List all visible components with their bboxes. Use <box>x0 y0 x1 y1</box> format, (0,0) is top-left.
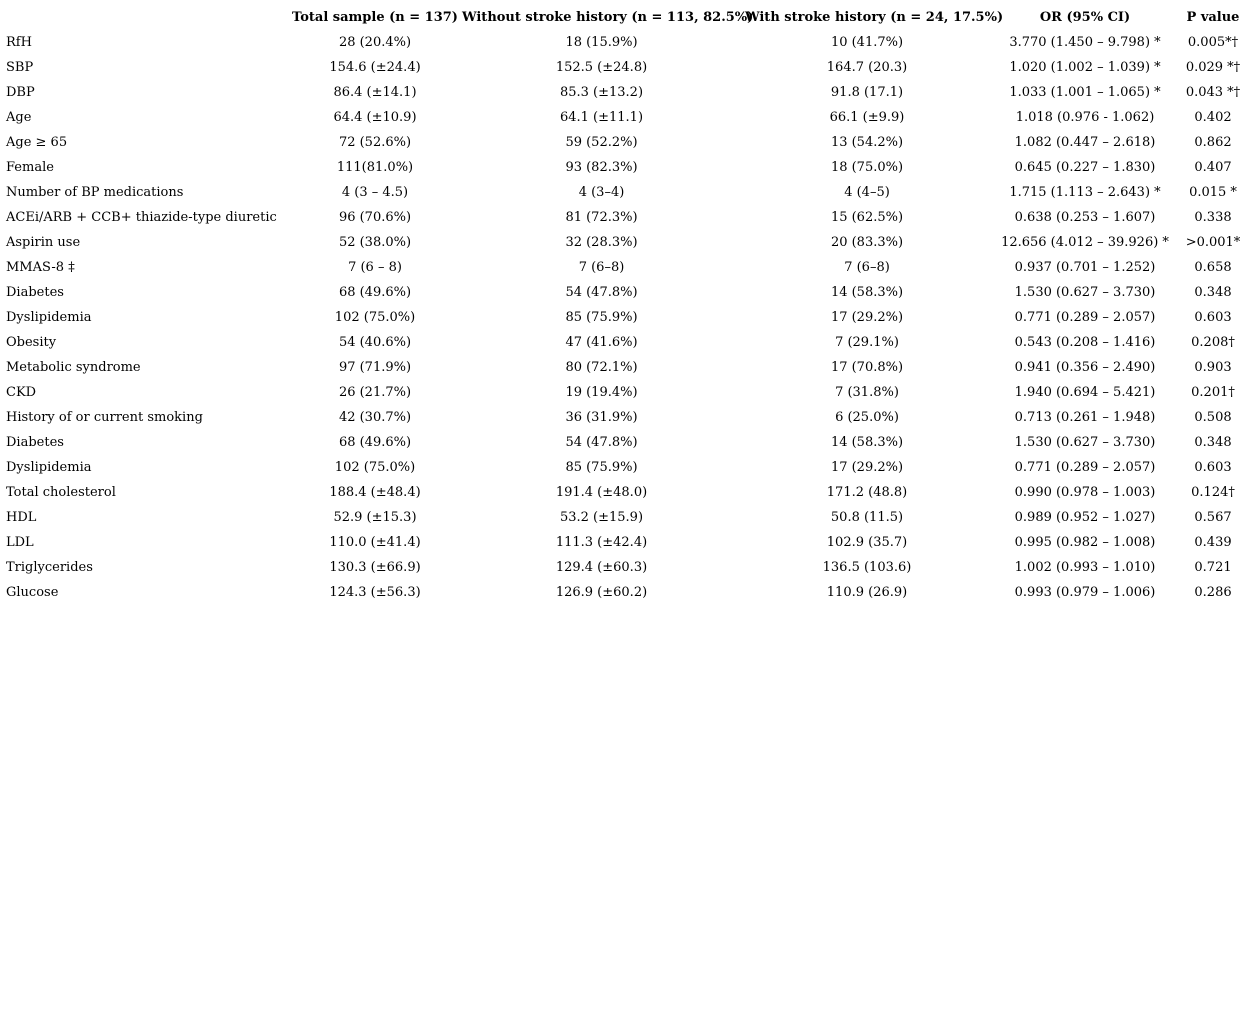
cell-with-stroke: 7 (6–8) <box>844 260 890 275</box>
cell-odds-ratio: 0.941 (0.356 – 2.490) <box>1014 360 1156 375</box>
cell-odds-ratio: 0.713 (0.261 – 1.948) <box>1014 410 1156 425</box>
cell-total-sample: 124.3 (±56.3) <box>329 585 421 600</box>
cell-without-stroke: 47 (41.6%) <box>565 335 638 350</box>
table-row <box>2 255 1247 280</box>
cell-with-stroke: 7 (31.8%) <box>835 385 899 400</box>
table-row <box>2 280 1247 305</box>
cell-total-sample: 102 (75.0%) <box>334 460 416 475</box>
cell-p-value: 0.338 <box>1194 210 1232 225</box>
cell-with-stroke: 7 (29.1%) <box>835 335 899 350</box>
cell-total-sample: 111(81.0%) <box>336 160 414 175</box>
cell-variable: Number of BP medications <box>6 185 184 200</box>
cell-variable: Age ≥ 65 <box>6 135 68 150</box>
cell-odds-ratio: 12.656 (4.012 – 39.926) * <box>1001 235 1169 250</box>
cell-variable: Dyslipidemia <box>6 460 92 475</box>
cell-p-value: 0.862 <box>1194 135 1232 150</box>
header-cell-variable <box>2 5 290 30</box>
table-row <box>2 30 1247 55</box>
cell-without-stroke: 54 (47.8%) <box>565 435 638 450</box>
table-row <box>2 55 1247 80</box>
cell-p-value: >0.001* <box>1185 235 1241 250</box>
cell-total-sample: 188.4 (±48.4) <box>329 485 421 500</box>
cell-variable: ACEi/ARB + CCB+ thiazide-type diuretic <box>6 210 277 225</box>
table-row <box>2 405 1247 430</box>
cell-p-value: 0.603 <box>1194 460 1232 475</box>
cell-odds-ratio: 0.638 (0.253 – 1.607) <box>1014 210 1156 225</box>
cell-variable: MMAS-8 ‡ <box>6 260 75 275</box>
cell-with-stroke: 171.2 (48.8) <box>826 485 908 500</box>
cell-p-value: 0.015 * <box>1189 185 1237 200</box>
cell-odds-ratio: 1.530 (0.627 – 3.730) <box>1014 435 1156 450</box>
cell-total-sample: 96 (70.6%) <box>338 210 412 225</box>
cell-with-stroke: 136.5 (103.6) <box>822 560 912 575</box>
cell-total-sample: 72 (52.6%) <box>338 135 412 150</box>
cell-variable: LDL <box>6 535 34 550</box>
cell-p-value: 0.407 <box>1194 160 1232 175</box>
header-cell-odds-ratio: OR (95% CI) <box>1039 10 1131 25</box>
cell-p-value: 0.658 <box>1194 260 1232 275</box>
cell-with-stroke: 14 (58.3%) <box>830 285 904 300</box>
cell-with-stroke: 6 (25.0%) <box>835 410 899 425</box>
cell-p-value: 0.402 <box>1194 110 1232 125</box>
cell-without-stroke: 85.3 (±13.2) <box>559 85 644 100</box>
cell-odds-ratio: 0.645 (0.227 – 1.830) <box>1014 160 1156 175</box>
table-row <box>2 530 1247 555</box>
cell-total-sample: 28 (20.4%) <box>338 35 412 50</box>
cell-total-sample: 4 (3 – 4.5) <box>341 185 409 200</box>
cell-without-stroke: 191.4 (±48.0) <box>555 485 648 500</box>
cell-odds-ratio: 0.990 (0.978 – 1.003) <box>1014 485 1156 500</box>
cell-with-stroke: 17 (29.2%) <box>830 460 904 475</box>
table-row <box>2 455 1247 480</box>
cell-odds-ratio: 0.993 (0.979 – 1.006) <box>1014 585 1156 600</box>
table-row <box>2 80 1247 105</box>
cell-p-value: 0.603 <box>1194 310 1232 325</box>
table-row <box>2 355 1247 380</box>
cell-without-stroke: 64.1 (±11.1) <box>559 110 644 125</box>
cell-variable: SBP <box>6 60 34 75</box>
cell-total-sample: 130.3 (±66.9) <box>329 560 421 575</box>
cell-with-stroke: 14 (58.3%) <box>830 435 904 450</box>
cell-variable: DBP <box>6 85 35 100</box>
cell-variable: RfH <box>6 35 32 50</box>
cell-p-value: 0.508 <box>1194 410 1232 425</box>
cell-without-stroke: 18 (15.9%) <box>565 35 638 50</box>
cell-variable: Total cholesterol <box>6 485 116 500</box>
cell-odds-ratio: 1.018 (0.976 - 1.062) <box>1015 110 1155 125</box>
table-row <box>2 180 1247 205</box>
cell-without-stroke: 129.4 (±60.3) <box>555 560 648 575</box>
cell-p-value: 0.029 *† <box>1185 60 1241 75</box>
cell-variable: Diabetes <box>6 435 64 450</box>
cell-odds-ratio: 1.002 (0.993 – 1.010) <box>1014 560 1156 575</box>
cell-variable: Obesity <box>6 335 57 350</box>
cell-total-sample: 102 (75.0%) <box>334 310 416 325</box>
cell-odds-ratio: 1.940 (0.694 – 5.421) <box>1014 385 1156 400</box>
cell-without-stroke: 126.9 (±60.2) <box>555 585 648 600</box>
cell-with-stroke: 102.9 (35.7) <box>826 535 908 550</box>
table-row <box>2 480 1247 505</box>
cell-odds-ratio: 0.771 (0.289 – 2.057) <box>1014 460 1156 475</box>
table-row <box>2 505 1247 530</box>
cell-variable: Dyslipidemia <box>6 310 92 325</box>
cell-with-stroke: 17 (29.2%) <box>830 310 904 325</box>
cell-p-value: 0.348 <box>1194 435 1232 450</box>
cell-with-stroke: 110.9 (26.9) <box>826 585 908 600</box>
table-row <box>2 305 1247 330</box>
cell-total-sample: 64.4 (±10.9) <box>333 110 417 125</box>
cell-odds-ratio: 1.715 (1.113 – 2.643) * <box>1009 185 1161 200</box>
cell-with-stroke: 50.8 (11.5) <box>830 510 904 525</box>
cell-variable: Age <box>6 110 32 125</box>
cell-without-stroke: 111.3 (±42.4) <box>555 535 648 550</box>
cell-without-stroke: 19 (19.4%) <box>565 385 638 400</box>
cell-p-value: 0.043 *† <box>1185 85 1241 100</box>
cell-total-sample: 110.0 (±41.4) <box>329 535 421 550</box>
cell-with-stroke: 164.7 (20.3) <box>826 60 908 75</box>
cell-with-stroke: 20 (83.3%) <box>830 235 904 250</box>
cell-total-sample: 68 (49.6%) <box>338 285 412 300</box>
cell-with-stroke: 17 (70.8%) <box>830 360 904 375</box>
cell-p-value: 0.005*† <box>1187 35 1239 50</box>
cell-with-stroke: 91.8 (17.1) <box>830 85 904 100</box>
cell-total-sample: 7 (6 – 8) <box>348 260 402 275</box>
cell-variable: History of or current smoking <box>6 410 203 425</box>
cell-p-value: 0.208† <box>1191 335 1235 350</box>
cell-p-value: 0.903 <box>1194 360 1232 375</box>
cell-odds-ratio: 3.770 (1.450 – 9.798) * <box>1009 35 1161 50</box>
header-cell-total-sample: Total sample (n = 137) <box>292 10 458 25</box>
table-row <box>2 330 1247 355</box>
cell-without-stroke: 59 (52.2%) <box>565 135 638 150</box>
table-row <box>2 230 1247 255</box>
cell-odds-ratio: 0.771 (0.289 – 2.057) <box>1014 310 1156 325</box>
cell-with-stroke: 10 (41.7%) <box>830 35 904 50</box>
table-row <box>2 105 1247 130</box>
table-row <box>2 205 1247 230</box>
cell-total-sample: 52 (38.0%) <box>338 235 412 250</box>
cell-with-stroke: 13 (54.2%) <box>830 135 904 150</box>
cell-odds-ratio: 1.530 (0.627 – 3.730) <box>1014 285 1156 300</box>
cell-p-value: 0.439 <box>1194 535 1232 550</box>
header-row <box>2 5 1247 30</box>
cell-variable: Diabetes <box>6 285 64 300</box>
header-cell-with-stroke: With stroke history (n = 24, 17.5%) <box>745 10 1004 25</box>
cell-total-sample: 26 (21.7%) <box>338 385 412 400</box>
cell-p-value: 0.124† <box>1191 485 1235 500</box>
cell-without-stroke: 36 (31.9%) <box>565 410 638 425</box>
table-row <box>2 430 1247 455</box>
cell-variable: Female <box>6 160 54 175</box>
cell-variable: Triglycerides <box>6 560 93 575</box>
table-body <box>2 30 1247 605</box>
cell-p-value: 0.721 <box>1194 560 1232 575</box>
cell-variable: Glucose <box>6 585 59 600</box>
cell-odds-ratio: 0.937 (0.701 – 1.252) <box>1014 260 1156 275</box>
data-table <box>2 5 1247 605</box>
cell-variable: Aspirin use <box>6 235 81 250</box>
table-row <box>2 555 1247 580</box>
cell-without-stroke: 7 (6–8) <box>578 260 625 275</box>
cell-odds-ratio: 1.082 (0.447 – 2.618) <box>1014 135 1156 150</box>
cell-without-stroke: 93 (82.3%) <box>565 160 638 175</box>
cell-without-stroke: 53.2 (±15.9) <box>559 510 644 525</box>
cell-odds-ratio: 1.033 (1.001 – 1.065) * <box>1009 85 1161 100</box>
cell-odds-ratio: 0.543 (0.208 – 1.416) <box>1014 335 1156 350</box>
cell-odds-ratio: 1.020 (1.002 – 1.039) * <box>1009 60 1161 75</box>
cell-total-sample: 154.6 (±24.4) <box>329 60 421 75</box>
cell-total-sample: 68 (49.6%) <box>338 435 412 450</box>
cell-with-stroke: 18 (75.0%) <box>830 160 904 175</box>
cell-without-stroke: 54 (47.8%) <box>565 285 638 300</box>
cell-total-sample: 97 (71.9%) <box>338 360 412 375</box>
cell-total-sample: 54 (40.6%) <box>338 335 412 350</box>
cell-total-sample: 86.4 (±14.1) <box>333 85 417 100</box>
cell-with-stroke: 15 (62.5%) <box>830 210 904 225</box>
cell-with-stroke: 66.1 (±9.9) <box>829 110 905 125</box>
cell-p-value: 0.201† <box>1191 385 1235 400</box>
cell-p-value: 0.567 <box>1194 510 1232 525</box>
table-row <box>2 155 1247 180</box>
cell-variable: HDL <box>6 510 37 525</box>
cell-without-stroke: 85 (75.9%) <box>565 460 638 475</box>
cell-without-stroke: 32 (28.3%) <box>565 235 638 250</box>
cell-without-stroke: 80 (72.1%) <box>565 360 638 375</box>
table-row <box>2 580 1247 605</box>
cell-variable: Metabolic syndrome <box>6 360 141 375</box>
cell-total-sample: 52.9 (±15.3) <box>333 510 417 525</box>
cell-p-value: 0.286 <box>1194 585 1232 600</box>
cell-with-stroke: 4 (4–5) <box>844 185 890 200</box>
cell-variable: CKD <box>6 385 37 400</box>
table-row <box>2 130 1247 155</box>
cell-p-value: 0.348 <box>1194 285 1232 300</box>
cell-without-stroke: 85 (75.9%) <box>565 310 638 325</box>
header-cell-without-stroke: Without stroke history (n = 113, 82.5%) <box>462 10 754 25</box>
cell-odds-ratio: 0.989 (0.952 – 1.027) <box>1014 510 1156 525</box>
table-row <box>2 380 1247 405</box>
cell-odds-ratio: 0.995 (0.982 – 1.008) <box>1014 535 1156 550</box>
header-cell-p-value: P value <box>1186 10 1240 25</box>
cell-without-stroke: 152.5 (±24.8) <box>555 60 648 75</box>
cell-without-stroke: 4 (3–4) <box>578 185 625 200</box>
cell-without-stroke: 81 (72.3%) <box>565 210 638 225</box>
cell-total-sample: 42 (30.7%) <box>338 410 412 425</box>
